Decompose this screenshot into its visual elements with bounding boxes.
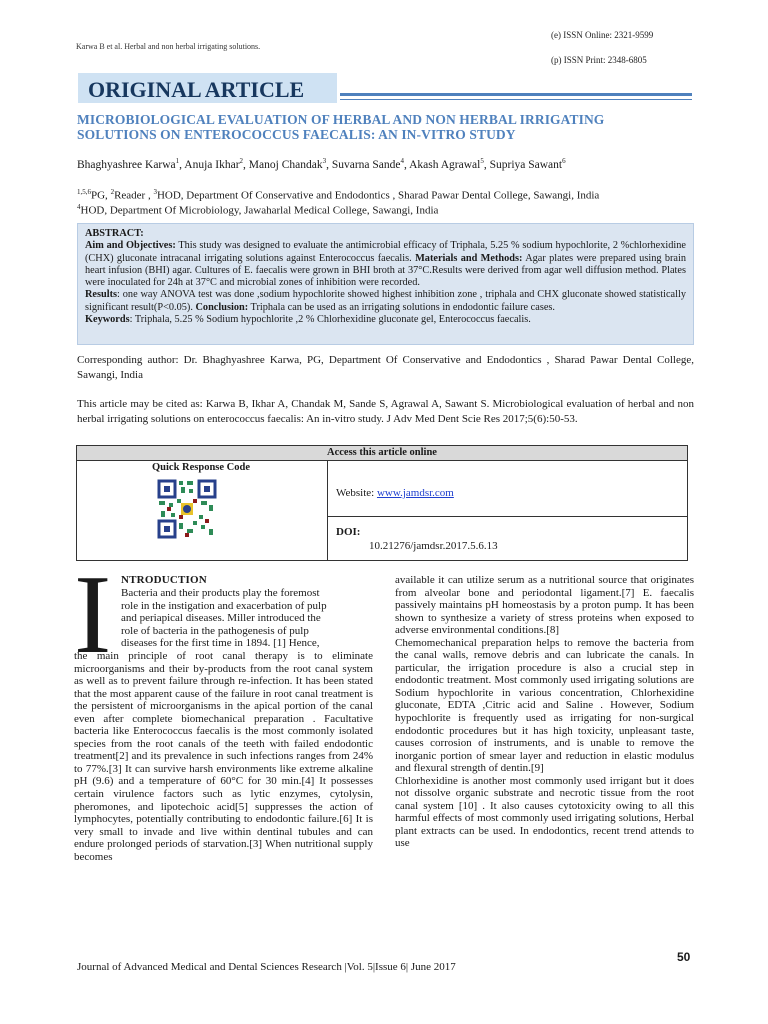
- introduction-heading: NTRODUCTION: [121, 574, 207, 586]
- qr-cell: [77, 460, 328, 560]
- abstract-results-label: Results: [85, 289, 118, 301]
- abstract-conclusion-text: Triphala can be used as an irrigating solutions in endodontic failure cases.: [248, 301, 555, 313]
- journal-footer: Journal of Advanced Medical and Dental Sciences Research |Vol. 5|Issue 6| June 2017: [77, 961, 456, 973]
- intro-wrap-line: role in the instigation and exacerbation of pulp: [121, 599, 327, 612]
- author-name: Anuja Ikhar: [184, 158, 240, 171]
- affil-sup: 3: [153, 188, 157, 196]
- affil-sup: 2: [110, 188, 115, 196]
- website-label: Website:: [336, 487, 377, 499]
- access-box-header: Access this article online: [77, 446, 687, 461]
- banner-rule-thin: [340, 99, 692, 100]
- author-sup: 6: [562, 157, 566, 165]
- author-list: Bhaghyashree Karwa$^1$, Anuja Ikhar$^2$, Manoj Chandak$^3$, Suvarna Sande$^4$, Akash Agrawal$^5$, Supriya Sawant$^6$: [77, 157, 566, 171]
- author-name: Suvarna Sande: [331, 158, 401, 171]
- affil-text: PG,: [91, 189, 111, 202]
- author-sup: 5: [480, 157, 484, 165]
- citation: This article may be cited as: Karwa B, Ikhar A, Chandak M, Sande S, Agrawal A, Sawant S. Microbiological evaluation of herbal and non herbal irrigating solutions on enterococcus faecalis: An in-vitro study. J Adv Med Dent Scie Res 2017;5(6):50-53.: [77, 398, 694, 425]
- section-banner-label: ORIGINAL ARTICLE: [88, 77, 305, 102]
- abstract-aim-text: This study was designed to evaluate the antimicrobial efficacy of Triphala, 5.25 % sodium hypochlorite, 2 %chlorhexidine (CHX) gluconate intracanal irrigating solutions against Enterococcus faecalis.: [85, 240, 686, 264]
- affil-text: HOD, Department Of Microbiology, Jawaharlal Medical College, Sawangi, India: [80, 204, 439, 217]
- doi-label: DOI:: [336, 526, 361, 538]
- author-name: Bhaghyashree Karwa: [77, 158, 176, 171]
- intro-right-paragraph-2: Chemomechanical preparation helps to remove the bacteria from the canal walls, remove debris and can lubricate the canals. In particular, the irrigation procedure is also a crucial step in endodontic treatment. Most commonly used irrigating solutions are Sodium hypochlorite in various concentration, Chlorhexidine gluconate, EDTA ,Citric acid and Saline . However, Sodium hypochlorite is frequently used as irrigating for non-surgical endodontic procedures but it has high toxicity, unpleasant taste, causes corrosion of instruments, and is unable to remove the inorganic portion of smear layer and reduction in elastic modulus and flexural strength of dentin.[9]: [395, 636, 694, 775]
- abstract-keywords-text: : Triphala, 5.25 % Sodium hypochlorite ,2 % Chlorhexidine gluconate gel, Enterococcus faecalis.: [129, 314, 531, 326]
- dropcap: I: [74, 553, 112, 677]
- section-banner: [78, 73, 337, 103]
- website-cell: [327, 460, 687, 517]
- website-line: [336, 487, 454, 499]
- intro-wrap-line: role of bacteria in the pathogenesis of pulp: [121, 624, 309, 637]
- affil-sup: 4: [77, 203, 81, 211]
- intro-left-body: the main principle of root canal therapy is to eliminate microorganisms and their by-products from the root canal system as well as to prevent failure through re-infection. It has been stated that the most apparent cause of the failure in root canal treatment is the persistent of microorganisms in the apical portion of the canal even after complete biomechanical preparation . Facultative bacteria like Enterococcus faecalis is the most commonly isolated species from the root canals of the teeth with failed endodontic treatment[2] and its prevalence in such infections ranges from 24% to 77%.[3] It can survive harsh environments like extreme alkaline pH (9.6) and a temperature of 60°C for 30 min.[4] It possesses certain virulence factors such as lytic enzymes, cytolysin, pheromones, and lipotechoic acid[5] suppresses the action of lymphocytes, potentially contributing to endodontic failure.[6] It is very small to invade and live within dentinal tubules and can endure prolonged periods of starvation.[3] When nutritional supply becomes: [74, 650, 373, 863]
- corresponding-author: Corresponding author: Dr. Bhaghyashree Karwa, PG, Department Of Conservative and Endodontics , Sharad Pawar Dental College, Sawangi, India: [77, 354, 694, 381]
- issn-print: (p) ISSN Print: 2348-6805: [551, 55, 647, 65]
- affiliation-line-2: [77, 200, 697, 218]
- abstract-aim-label: Aim and Objectives:: [85, 240, 176, 252]
- affil-text: HOD, Department Of Conservative and Endodontics , Sharad Pawar Dental College, Sawangi, India: [156, 189, 600, 202]
- abstract-body: [85, 240, 686, 326]
- abstract-conclusion-label: Conclusion:: [195, 301, 249, 313]
- website-link[interactable]: www.jamdsr.com: [376, 487, 454, 499]
- article-title-line-1: MICROBIOLOGICAL EVALUATION OF HERBAL AND NON HERBAL IRRIGATING: [77, 112, 605, 127]
- affil-sup: 1,5,6: [77, 188, 91, 196]
- intro-right-paragraph-1: available it can utilize serum as a nutritional source that originates from alveolar bone and periodontal ligament.[7] E. faecalis passively maintains pH homeostasis by a proton pump. It has been shown to synthesize a variety of stress proteins when exposed to adverse environmental conditions.[8]: [395, 574, 694, 637]
- abstract-heading: ABSTRACT:: [85, 228, 144, 239]
- abstract-methods-label: Materials and Methods:: [415, 252, 523, 264]
- article-title: [77, 112, 697, 142]
- doi-value[interactable]: 10.21276/jamdsr.2017.5.6.13: [369, 540, 498, 552]
- intro-wrap-line: and periapical diseases. Miller introduced the: [121, 612, 321, 625]
- author-name: Supriya Sawant: [489, 158, 563, 171]
- intro-right-column: [395, 574, 694, 850]
- article-title-line-2: SOLUTIONS ON ENTEROCOCCUS FAECALIS: AN IN-VITRO STUDY: [77, 127, 516, 142]
- author-sup: 1: [175, 157, 180, 165]
- affil-text: Reader ,: [114, 189, 154, 202]
- abstract-methods-text: Agar plates were prepared using brain heart infusion (BHI) agar. Cultures of E. faecalis were grown in BHI broth at 37°C.Results were derived from agar well diffusion method. Plates were inoculated for 24h at 37°C and microbial zones of inhibition were recorded.: [85, 252, 686, 289]
- qr-label: Quick Response Code: [152, 462, 251, 473]
- running-head: Karwa B et al. Herbal and non herbal irrigating solutions.: [76, 42, 261, 51]
- issn-online: (e) ISSN Online: 2321-9599: [551, 30, 654, 40]
- author-name: Manoj Chandak: [248, 158, 323, 171]
- access-box: [76, 445, 688, 561]
- author-sup: 2: [239, 157, 244, 165]
- intro-wrap-line: Bacteria and their products play the foremost: [121, 587, 320, 599]
- banner-rule: [340, 93, 692, 96]
- intro-wrap-block: [121, 587, 373, 650]
- intro-right-paragraph-3: Chlorhexidine is another most commonly used irrigant but it does not dissolve organic substrate and necrotic tissue from the root canal system [10] . It also causes cytotoxicity owing to all this harmful effects of most commonly used irrigating solutions, Herbal plant extracts can be used. In endodontics, recent trend attends to use: [395, 774, 694, 850]
- abstract-keywords-label: Keywords: [85, 314, 130, 326]
- author-name: Akash Agrawal: [409, 158, 481, 171]
- abstract-box: [77, 223, 694, 345]
- author-sup: 4: [400, 157, 404, 165]
- author-sup: 3: [322, 157, 327, 165]
- intro-wrap-line: diseases for the first time in 1894. [1] Hence,: [121, 637, 320, 650]
- qr-code-icon[interactable]: [157, 479, 217, 539]
- page-number: 50: [677, 950, 691, 964]
- abstract-results-text: : one way ANOVA test was done ,sodium hypochlorite showed highest inhibition zone , triphala and CHX gluconate showed statistically significant result(P<0.05).: [85, 289, 686, 313]
